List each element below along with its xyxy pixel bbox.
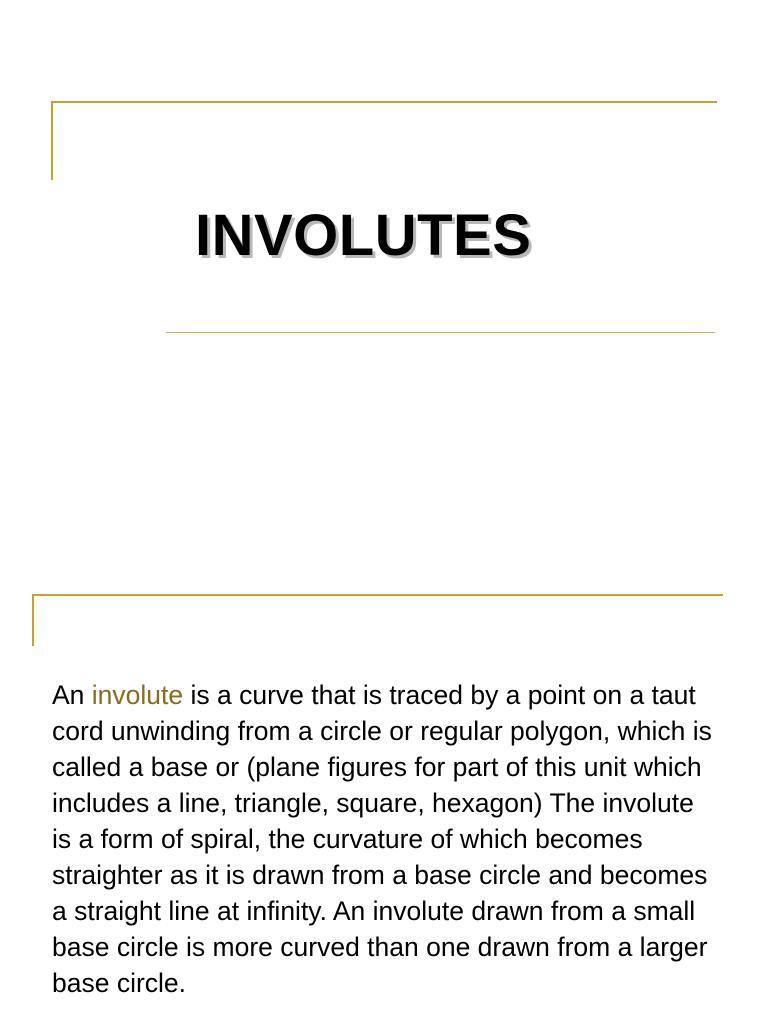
slide1-top-rule <box>51 101 717 103</box>
definition-text-start: An <box>52 680 92 710</box>
slide2-left-rule <box>32 594 34 646</box>
involute-term: involute <box>91 680 184 710</box>
slide-title: INVOLUTES <box>195 203 532 268</box>
definition-paragraph <box>52 677 717 1001</box>
definition-text-rest: is a curve that is traced by a point on a taut cord unwinding from a circle or regular polygon, which is called a base or (plane figures for part of this unit which includes a line, triangle, square, hexagon) The involute is a form of spiral, the curvature of which becomes straighter as it is drawn from a base circle and becomes a straight line at infinity. An involute drawn from a small base circle is more curved than one drawn from a larger base circle. <box>52 680 712 998</box>
slide1-left-rule <box>51 101 53 180</box>
title-underline-rule <box>166 332 715 333</box>
slide2-top-rule <box>32 594 723 596</box>
